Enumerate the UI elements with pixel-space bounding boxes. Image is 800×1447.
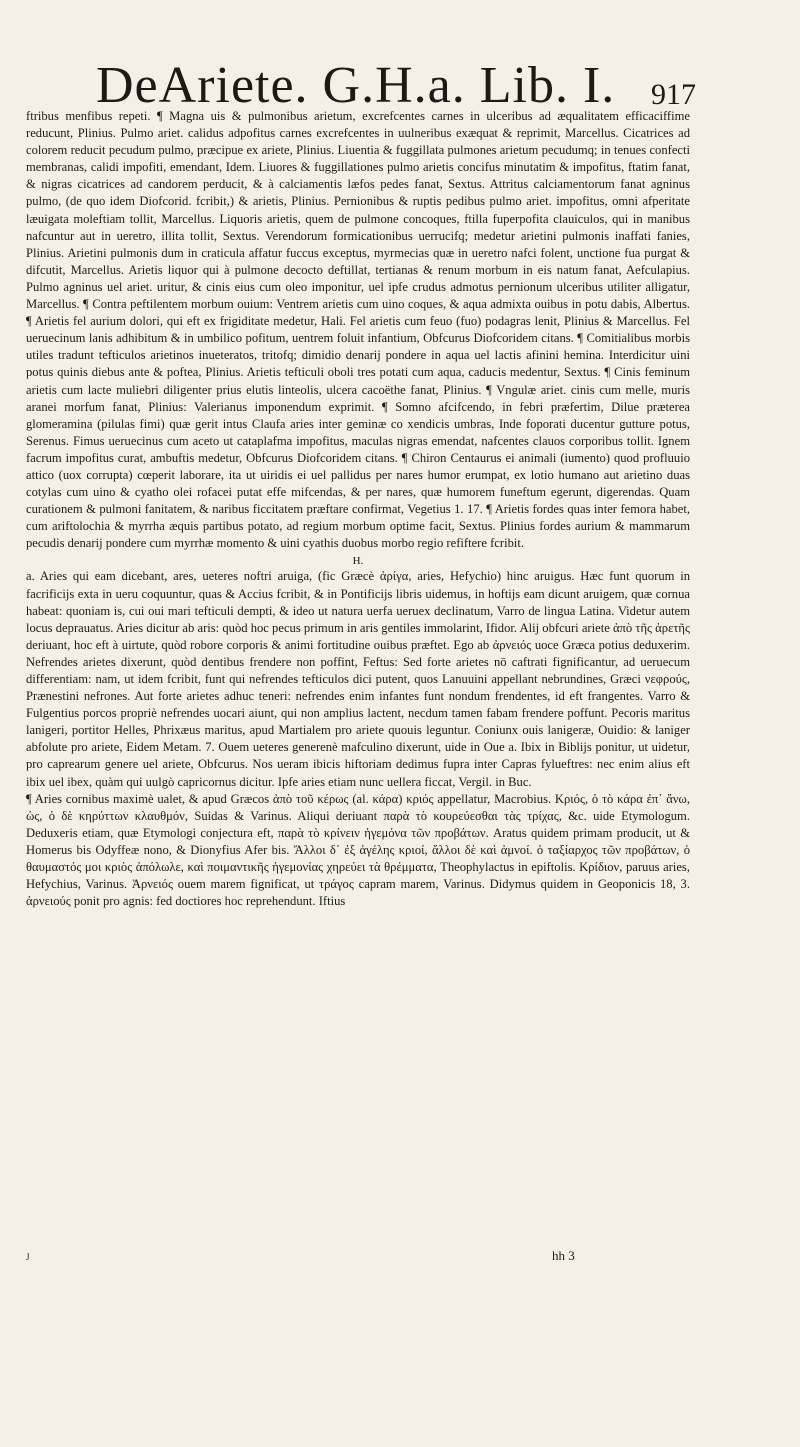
paragraph: a. Aries qui eam dicebant, ares, ueteres noftri aruiga, (fic Græcè ἀρίγα, aries, Hefychio) hinc aruigus. Hæc funt quorum in facrificijs exta in ueru coquuntur, quas & Accius fcribit, & in Pontificijs libris uidemus, in hoftijs eam dicunt aruigem, quæ cornua habeat: quoniam is, cui oui mari tefticuli dempti, & ideo ut natura uerfa ueruex declinatum, Varro de lingua Latina. Videtur autem locus deprauatus. Aries dicitur ab aris: quòd hoc pecus primum in aris gentiles immolarint, Ifidor. Alij obfcuri ariete ἀπὸ τῆς ἀρετῆς deriuant, hoc eft à uirtute, quòd robore corporis & animi fortitudine ouibus præftet. Ego ab ἀρνειός uoce Græca potius deduxerim. Nefrendes arietes dixerunt, quòd dentibus frendere non poffint, Feftus: Sed forte arietes nō caftrati fignificantur, ad ueruecum differentiam: nam, ut idem fcribit, funt qui nefrendes tefticulos dici putent, quos Lanuuini appellant nebrundines, Græci νεφρούς, Prænestini nefrones. Aut forte arietes adhuc teneri: nefrendes enim infantes funt nondum frendentes, id eft frangentes. Varro & Fulgentius porcos propriè nefrendes uocari aiunt, qui non amplius lactent, necdum tamen fabam frendere poffunt. Pecoris maritus lanigeri, portitor Helles, Phrixæus maritus, apud Martialem pro ariete quouis leguntur. Coniunx ouis lanigeræ, Ouidio: & laniger abfolute pro ariete, Eidem Metam. 7. Ouem ueteres generenè mafculino dixerunt, uide in Oue a. Ibix in Biblijs ponitur, ut uidetur, pro caprearum genere uel ariete, Obfcurus. Nos ueram ibicis hiftoriam dedimus fupra inter Capras fylueftres: nec enim alius eft ibix uel ibex, quàm qui uulgò capricornus dicitur. Ipfe aries etiam nunc uellera ficcat, Vergil. in Buc. xyxy=(26,569,690,789)
paragraph: ftribus menfibus repeti. ¶ Magna uis & pulmonibus arietum, excrefcentes carnes in ulceribus ad æqualitatem efficaciffime reducunt, Plinius. Pulmo ariet. calidus adpofitus carnes excrefcentes in uulneribus exæquat & reprimit, Marcellus. Cicatrices ad colorem reducit pecudum pulmo, præcipue ex ariete, Plinius. Liuentia & fuggillata pulmones arietum pecudumq; in tenues confecti membranas, calidi impofiti, emendant, Idem. Liuores & fuggillationes pulmo arietis concifus minutatim & impofitus, ftatim fanat, & nigras cicatrices ad candorem perducit, & à calciamentis læfos pedes fanat, Sextus. Attritus calciamentorum fanat agninus pulmo, (de quo idem Diofcorid. fcribit,) & arietis, Plinius. Pernionibus & ruptis pedibus pulmo ariet. impofitus, omni afperitate læuigata moleftiam tollit, Marcellus. Liquoris arietis, quem de pulmone concoques, ftilla fuperpofita clauiculos, qui in manibus nafcuntur aut in ueretro, illita tollit, Sextus. Verendorum formicationibus uerrucifq; medetur arietini pulmonis inaffati fanies, Plinius. Arietini pulmonis dum in craticula affatur fuccus exceptus, myrmecias quæ in ueretro nafci folent, unctione fua purgat & difcutit, Marcellus. Arietis liquor qui à pulmone decocto deftillat, tertianas & renum morbum in eis natum fanat, Aefculapius. Pulmo agninus uel ariet. uritur, & cinis eius cum oleo imponitur, uel ipfe crudus admotus pernionum ulceribus utiliter alligatur, Marcellus. ¶ Contra peftilentem morbum ouium: Ventrem arietis cum uino coques, & aqua admixta ouibus in potu dabis, Albertus. ¶ Arietis fel aurium dolori, qui eft ex frigiditate medetur, Hali. Fel arietis cum feuo (fuo) podagras lenit, Plinius & Marcellus. Fel ueruecinum lanis adhibitum & in umbilico pofitum, uentrem foluit infantium, Obfcurus Diofcoridem citans. ¶ Comitialibus morbis utiles tradunt tefticulos arietinos inueteratos, tritofq; dimidio denarij pondere in aqua uel lactis afinini hemina. Interdicitur uini potus quinis diebus ante & poftea, Plinius. Arietis tefticuli oboli tres potati cum aqua, caducis medentur, Sextus. ¶ Cinis feminum arietis cum lacte muliebri diligenter prius elutis linteolis, ulcera cacoëthe fanat, Plinius. ¶ Vngulæ ariet. cinis cum melle, muris aranei morfum fanat, Plinius: Valerianus imponendum exprimit. ¶ Somno afcifcendo, in febri præfertim, Dilue præterea glomeramina (pilulas fimi) quæ gerit intus Claufa aries inter geminæ co xendicis umbras, Inde foporati ducentur gutture potus, Serenus. Fimus ueruecinus cum aceto ut cataplafma impofitus, maculas nigras emendat, nafcentes clauos corporibus tollit. Ignem facrum impofitus curat, ambuftis medetur, Obfcurus Diofcoridem citans. ¶ Chiron Centaurus ei animali (iumento) quod profluuio attico (uox corrupta) cœperit laborare, ita ut uiridis ei uel pallidus per nares humor erumpat, ex lotio humano aut arietino duas cotylas cum uino & cyatho olei rofacei putat effe mifcendas, & per nares, quæ humorem funeftum egerunt, digerendas. Quam curationem & pulmoni fanitatem, & naribus ficcitatem præftare confirmat, Vegetius 1. 17. ¶ Arietis fordes quas inter femora habet, cum ariftolochia & myrrha æquis partibus potato, ad regium morbum optime facit, Sextus. Plinius fordes aurium & mammarum pecudis denarij pondere cum myrrhæ momento & uini cyathis duobus morbo regio refiftere fcribit. xyxy=(26,109,690,551)
bottom-margin xyxy=(0,1278,800,1447)
paragraph: ¶ Aries cornibus maximè ualet, & apud Græcos ἀπὸ τοῦ κέρως (al. κάρα) κριός appellatur, Macrobius. Κριός, ὁ τὸ κάρα ἐπ᾽ ἄνω, ὡς, ὁ δὲ κηρύττων κλαυθμόν, Suidas & Varinus. Aliqui deriuant παρὰ τὸ κουρεύεσθαι τὰς τρίχας, &c. uide Etymologum. Deduxeris etiam, quæ Etymologi conjectura eft, παρὰ τὸ κρίνειν ἡγεμόνα τῶν προβάτων. Aratus quidem primam producit, ut & Homerus bis Odyffeæ nono, & Dionyfius Afer bis. Ἄλλοι δ᾽ ἐξ ἀγέλης κριοί, ἄλλοι δὲ καὶ ἀμνοί. ὁ ταξίαρχος τῶν προβάτων, ὁ θαυμαστός μοι κριὸς ἀπόλωλε, καὶ ποιμαντικῆς ἡγεμονίας χηρεύει τὰ θρέμματα, Theophylactus in epiftolis. Κρίδιον, paruus aries, Hefychius, Varinus. Ἀρνειός ouem marem fignificat, ut τράγος capram marem, Varinus. Didymus quidem in Geoponicis 18, 3. ἀρνειούς ponit pro agnis: fed doctiores hoc reprehendunt. Iftius xyxy=(26,791,690,909)
page-body xyxy=(26,108,690,910)
section-heading: H. xyxy=(352,555,364,568)
running-title: DeAriete. G.H.a. Lib. I. xyxy=(96,57,616,114)
page-number: 917 xyxy=(651,78,696,111)
signature-mark: hh 3 xyxy=(552,1248,575,1263)
page-footer xyxy=(26,1248,690,1270)
margin-mark: J xyxy=(26,1252,30,1262)
page-header xyxy=(96,44,696,112)
